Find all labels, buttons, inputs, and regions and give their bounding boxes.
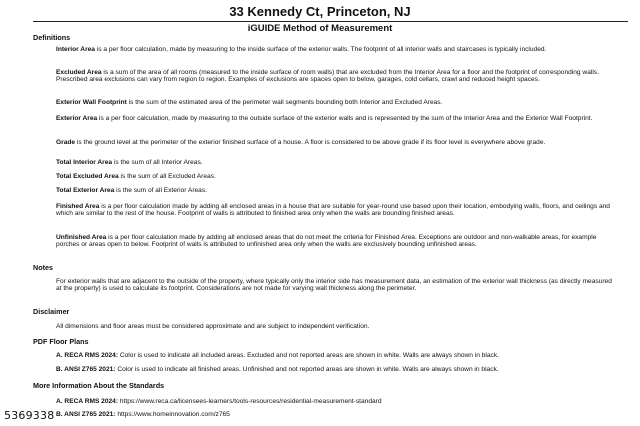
definition-total-excluded-area — [56, 173, 616, 180]
standard-link-item — [56, 411, 616, 418]
definition-term: Grade — [56, 139, 76, 146]
standard-link[interactable]: https://www.reca.ca/licensees-learners/tools-resources/residential-measurement-standard — [118, 398, 382, 405]
definition-interior-area — [56, 46, 616, 53]
definition-text: is the sum of all Exterior Areas. — [114, 187, 207, 194]
definition-text: is the sum of the estimated area of the perimeter wall segments bounding both Interior and Excluded Areas. — [126, 99, 443, 106]
standard-link[interactable]: https://www.homeinnovation.com/z765 — [115, 411, 230, 418]
definition-term: Interior Area — [56, 46, 95, 53]
definition-text: is a per floor calculation made by adding all enclosed areas in a house that are suitable for year-round use based upon their location, embodying walls, floors, and ceilings and which are similar to the rest of the house. Footprint of walls is attributed to finished area only when the walls are bounding finished areas. — [56, 203, 610, 218]
definitions-heading: Definitions — [33, 33, 71, 42]
disclaimer-text: All dimensions and floor areas must be considered approximate and are subject to independent verification. — [56, 323, 370, 330]
definition-text: is a sum of the area of all rooms (measured to the inside surface of room walls) that are excluded from the Interior Area for a floor and the footprint of corresponding walls. Prescribed area exclusions can vary from region to region. Examples of exclusions are spaces open to below, garages, cold cellars, crawl and reduced height spaces. — [56, 69, 599, 84]
definition-term: Exterior Area — [56, 115, 98, 122]
standard-term: A. RECA RMS 2024: — [56, 398, 119, 405]
definition-total-exterior-area — [56, 187, 616, 194]
standard-text: Color is used to indicate all included areas. Excluded and not reported areas are shown in white. Walls are always shown in black. — [118, 352, 499, 359]
standard-term: A. RECA RMS 2024: — [56, 352, 119, 359]
document-subtitle: iGUIDE Method of Measurement — [247, 23, 393, 34]
definition-unfinished-area — [56, 234, 616, 249]
definition-text: is the sum of all Excluded Areas. — [118, 173, 216, 180]
definition-term: Finished Area — [56, 203, 100, 210]
definition-term: Total Exterior Area — [56, 187, 115, 194]
definition-term: Total Excluded Area — [56, 173, 119, 180]
definition-exterior-wall-footprint — [56, 99, 616, 106]
definition-finished-area — [56, 203, 616, 218]
disclaimer-heading: Disclaimer — [33, 307, 70, 316]
definition-excluded-area — [56, 69, 616, 84]
pdf-floor-plans-heading: PDF Floor Plans — [33, 337, 89, 346]
definition-term: Total Interior Area — [56, 159, 113, 166]
definition-total-interior-area — [56, 159, 616, 166]
standard-term: B. ANSI Z765 2021: — [56, 411, 116, 418]
definition-text: is a per floor calculation, made by measuring to the outside surface of the exterior walls and is represented by the sum of the Interior Area and the Exterior Wall Footprint. — [97, 115, 593, 122]
document-title: 33 Kennedy Ct, Princeton, NJ — [229, 4, 411, 19]
definition-term: Exterior Wall Footprint — [56, 99, 127, 106]
pdf-floor-plan-item — [56, 352, 616, 359]
standard-text: Color is used to indicate all finished areas. Unfinished and not reported areas are shown in white. Walls are always shown in black. — [115, 366, 499, 373]
listing-id: 5369338 — [4, 409, 55, 422]
title-divider — [33, 21, 628, 22]
definition-grade — [56, 139, 616, 146]
standard-term: B. ANSI Z765 2021: — [56, 366, 116, 373]
definition-term: Unfinished Area — [56, 234, 107, 241]
definition-term: Excluded Area — [56, 69, 102, 76]
standards-heading: More Information About the Standards — [33, 381, 165, 390]
notes-text: For exterior walls that are adjacent to the outside of the property, where typically only the interior side has measurement data, an estimation of the exterior wall thickness (as directly measured at the property) is used to calculate its footprint. Considerations are not made for varying wall thickness along the perimeter. — [56, 278, 612, 293]
definition-text: is a per floor calculation made by adding all enclosed areas that do not meet the criteria for Finished Area. Exceptions are outdoor and non-walkable areas, for example porches or areas open to below. Footprint of walls is attributed to unfinished area only when the walls are exclusively bounding unfinished areas. — [56, 234, 597, 249]
definition-text: is the ground level at the perimeter of the exterior finished surface of a house. A floor is considered to be above grade if its floor level is everywhere above grade. — [75, 139, 546, 146]
notes-heading: Notes — [33, 263, 53, 272]
definition-exterior-area — [56, 115, 616, 122]
definition-text: is the sum of all Interior Areas. — [112, 159, 203, 166]
pdf-floor-plan-item — [56, 366, 616, 373]
standard-link-item — [56, 398, 616, 405]
definition-text: is a per floor calculation, made by measuring to the inside surface of the exterior walls. The footprint of all interior walls and staircases is typically included. — [94, 46, 547, 53]
